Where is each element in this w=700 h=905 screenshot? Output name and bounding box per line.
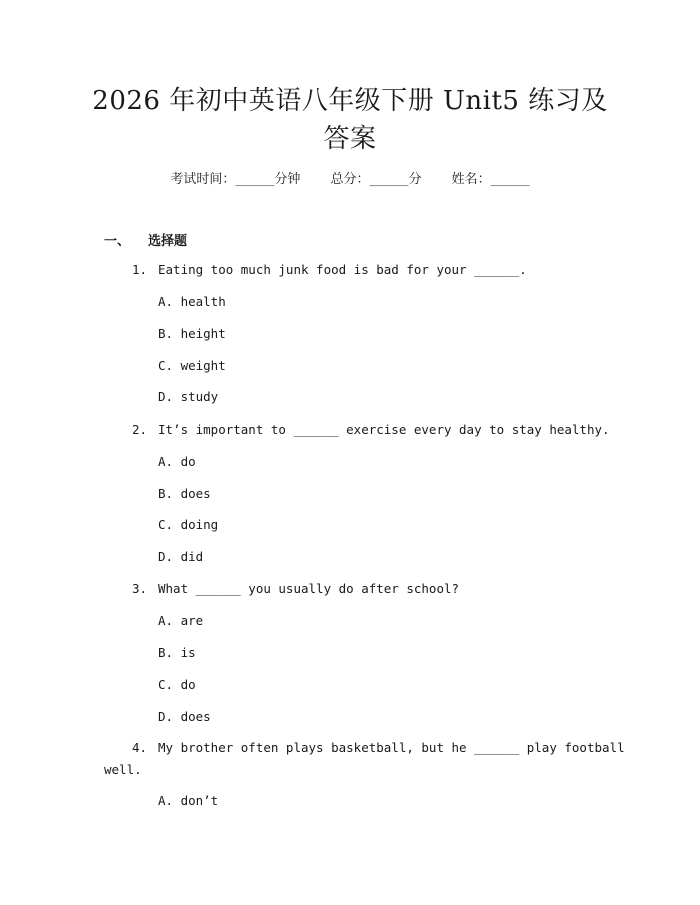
option-4a: A. don’t xyxy=(158,793,219,808)
name-label: 姓名：______ xyxy=(451,172,530,187)
question-number: 1. xyxy=(132,262,148,277)
exam-info xyxy=(0,168,700,187)
question-text: It’s important to ______ exercise every day to stay healthy. xyxy=(158,422,610,437)
option-2d: D. did xyxy=(158,549,204,564)
option-1d: D. study xyxy=(158,389,219,404)
question-number: 3. xyxy=(132,581,148,596)
option-2b: B. does xyxy=(158,486,211,501)
question-number: 2. xyxy=(132,422,148,437)
question-4-continued: well. xyxy=(104,762,142,777)
option-2c: C. doing xyxy=(158,517,219,532)
question-1 xyxy=(132,262,527,277)
question-text: What ______ you usually do after school? xyxy=(158,581,460,596)
section-name: 选择题 xyxy=(148,234,188,249)
option-3b: B. is xyxy=(158,645,196,660)
exam-time-label: 考试时间：______分钟 xyxy=(170,172,301,187)
option-3c: C. do xyxy=(158,677,196,692)
section-heading xyxy=(104,230,187,249)
option-2a: A. do xyxy=(158,454,196,469)
question-3 xyxy=(132,581,459,596)
section-number: 一、 xyxy=(104,234,131,249)
option-1b: B. height xyxy=(158,326,226,341)
question-number: 4. xyxy=(132,740,148,755)
question-text: My brother often plays basketball, but he ______ play football xyxy=(158,740,625,755)
option-1a: A. health xyxy=(158,294,226,309)
page-title: 2026 年初中英语八年级下册 Unit5 练习及答案 xyxy=(92,86,608,154)
total-score-label: 总分：______分 xyxy=(330,172,422,187)
option-3d: D. does xyxy=(158,709,211,724)
question-text: Eating too much junk food is bad for your ______. xyxy=(158,262,527,277)
option-1c: C. weight xyxy=(158,358,226,373)
question-4 xyxy=(132,740,625,755)
question-2 xyxy=(132,422,610,437)
option-3a: A. are xyxy=(158,613,204,628)
